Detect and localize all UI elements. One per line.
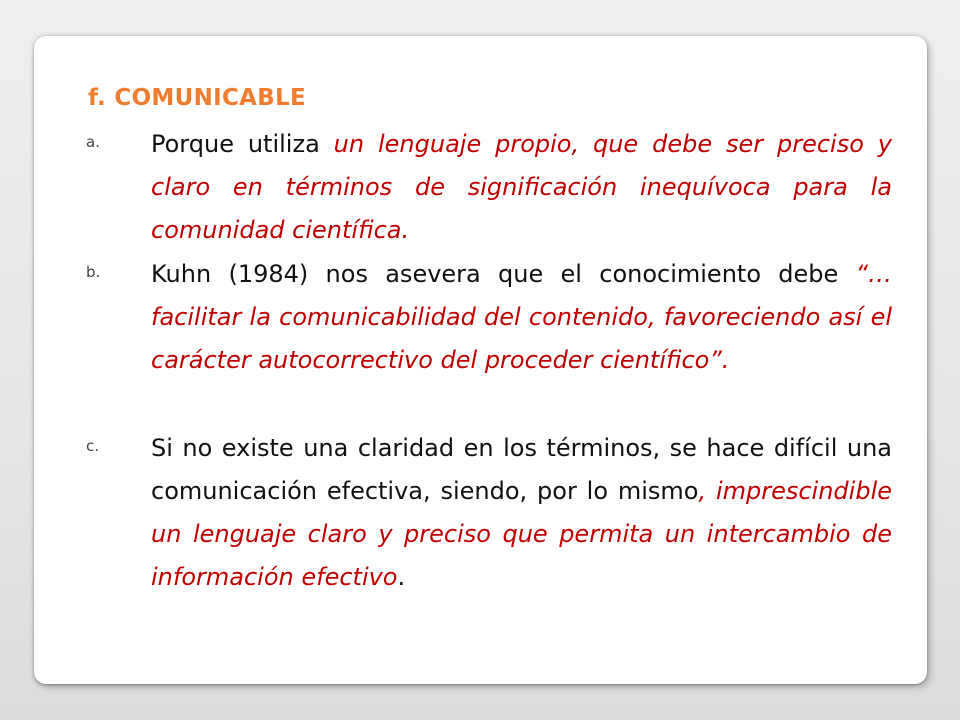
item-c-run-2: . xyxy=(397,563,406,591)
item-b-run-0: Kuhn (1984) nos asevera que el conocimiento debe xyxy=(151,260,856,288)
list-marker-b: b. xyxy=(86,263,101,281)
list-item-b xyxy=(86,253,892,382)
list-item-a-text xyxy=(151,123,892,252)
item-a-run-0: Porque utiliza xyxy=(151,130,334,158)
list-item-b-text xyxy=(151,253,892,382)
list-marker-c: c. xyxy=(86,437,100,455)
list-marker-a: a. xyxy=(86,133,100,151)
item-c-run-0: Si no existe una claridad en los términos, se hace difícil una comunicación efectiva, siendo, por lo mismo xyxy=(151,434,892,505)
list-item-c-text xyxy=(151,427,892,599)
slide-heading: f. COMUNICABLE xyxy=(88,85,307,111)
item-c-run-1-emphasis: , imprescindible un lenguaje claro y preciso que permita un intercambio de información efectivo xyxy=(151,477,893,591)
item-b-run-1-emphasis: “…facilitar la comunicabilidad del contenido, favoreciendo así el carácter autocorrectivo del proceder científico”. xyxy=(151,260,892,374)
item-a-run-1-emphasis: un lenguaje propio, que debe ser preciso y claro en términos de significación inequívoca para la comunidad científica. xyxy=(151,130,892,244)
list-item-a xyxy=(86,123,892,252)
list-item-c xyxy=(86,427,892,599)
